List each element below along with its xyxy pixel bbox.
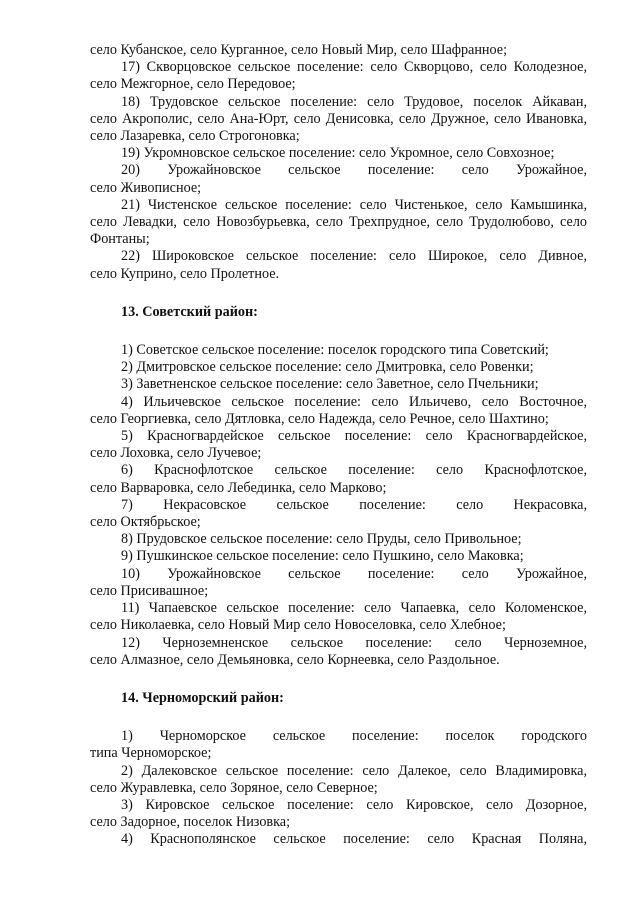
list-item: 3) Заветненское сельское поселение: село Заветное, село Пчельники; <box>121 376 539 393</box>
list-item: 1) Советское сельское поселение: поселок городского типа Советский; <box>121 342 549 359</box>
list-item: 20) Урожайновское сельское поселение: село Урожайное, село Живописное; <box>90 162 587 196</box>
list-item: 22) Широковское сельское поселение: село Широкое, село Дивное, село Куприно, село Пролетное. <box>90 248 587 282</box>
list-item: 17) Скворцовское сельское поселение: село Скворцово, село Колодезное, село Межгорное, село Передовое; <box>90 59 587 93</box>
list-item: 7) Некрасовское сельское поселение: село Некрасовка, село Октябрьское; <box>90 496 587 531</box>
section-title-chernomorsky: 14. Черноморский район: <box>121 689 284 706</box>
list-item: 9) Пушкинское сельское поселение: село Пушкино, село Маковка; <box>121 548 524 565</box>
settlement-list-previous-district <box>90 59 587 283</box>
continuation-line: село Кубанское, село Курганное, село Новый Мир, село Шафранное; <box>90 42 508 58</box>
section-title-sovetsky: 13. Советский район: <box>121 303 258 320</box>
list-item: 11) Чапаевское сельское поселение: село Чапаевка, село Коломенское, село Николаевка, село Новый Мир село Новоселовка, село Хлебное; <box>90 600 587 634</box>
list-item: 5) Красногвардейское сельское поселение: село Красногвардейское, село Лоховка, село Лучевое; <box>90 428 587 462</box>
document-page <box>90 42 587 849</box>
list-item: 21) Чистенское сельское поселение: село Чистенькое, село Камышинка, село Левадки, село Новозбурьевка, село Трехпрудное, село Трудолюбово, село Фонтаны; <box>90 196 587 248</box>
list-item: 2) Дмитровское сельское поселение: село Дмитровка, село Ровенки; <box>121 359 534 376</box>
settlement-list-chernomorsky <box>90 728 587 848</box>
list-item: 4) Ильичевское сельское поселение: село Ильичево, село Восточное, село Георгиевка, село Дятловка, село Надежда, село Речное, село Шахтино; <box>90 393 587 427</box>
list-item: 10) Урожайновское сельское поселение: село Урожайное, село Присивашное; <box>90 565 587 599</box>
list-item: 8) Прудовское сельское поселение: село Пруды, село Привольное; <box>121 531 522 548</box>
list-item: 2) Далековское сельское поселение: село Далекое, село Владимировка, село Журавлевка, село Зоряное, село Северное; <box>90 762 587 796</box>
list-item: 12) Черноземненское сельское поселение: село Черноземное, село Алмазное, село Демьяновка, село Корнеевка, село Раздольное. <box>90 634 587 668</box>
settlement-list-sovetsky <box>90 342 587 669</box>
list-item: 6) Краснофлотское сельское поселение: село Краснофлотское, село Варваровка, село Лебединка, село Марково; <box>90 462 587 496</box>
list-item: 18) Трудовское сельское поселение: село Трудовое, поселок Айкаван, село Акрополис, село Ана-Юрт, село Денисовка, село Дружное, село Ивановка, село Лазаревка, село Строгоновка; <box>90 93 587 145</box>
list-item: 4) Краснополянское сельское поселение: село Красная Поляна, <box>121 831 587 848</box>
list-item: 1) Черноморское сельское поселение: поселок городского типа Черноморское; <box>90 728 587 762</box>
list-item: 3) Кировское сельское поселение: село Кировское, село Дозорное, село Задорное, поселок Низовка; <box>90 796 587 831</box>
list-item: 19) Укромновское сельское поселение: село Укромное, село Совхозное; <box>121 145 555 162</box>
